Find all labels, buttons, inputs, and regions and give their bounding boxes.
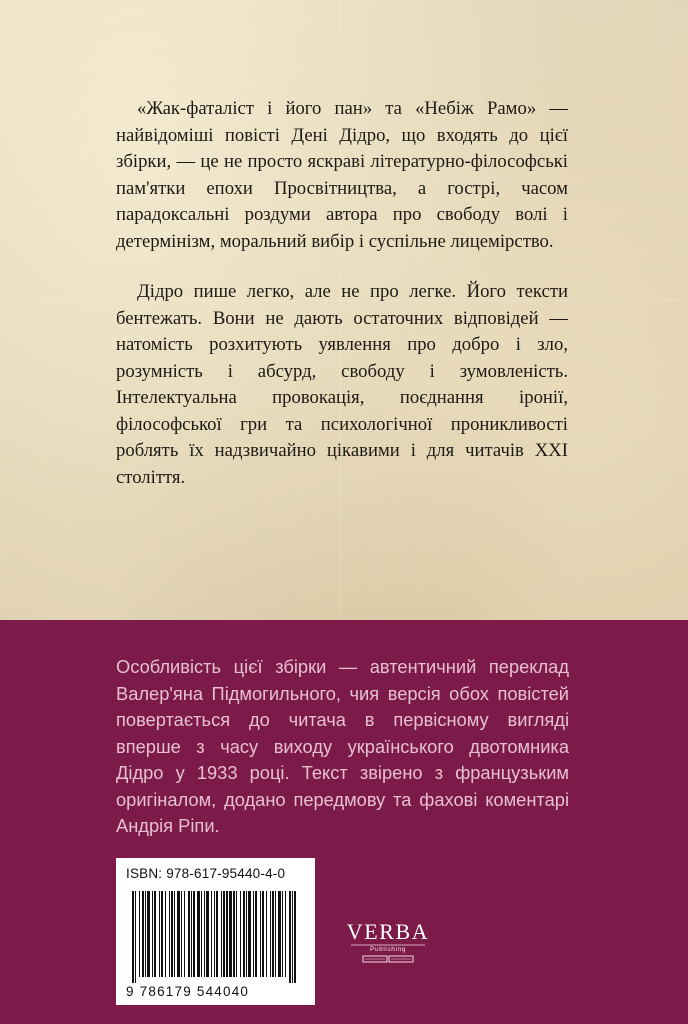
barcode-bar xyxy=(211,891,212,977)
barcode-bar xyxy=(294,891,296,983)
barcode-bar xyxy=(275,891,276,977)
barcode-block xyxy=(116,858,315,1005)
publisher-subtitle: Publishing xyxy=(370,946,406,953)
barcode-bar xyxy=(188,891,190,977)
barcode-bar xyxy=(206,891,209,977)
barcode-bar xyxy=(147,891,150,977)
barcode-bar xyxy=(204,891,205,977)
barcode-bar xyxy=(181,891,182,977)
barcode-bar xyxy=(191,891,192,977)
barcode-number: 9 786179 544040 xyxy=(126,984,250,999)
barcode-bar xyxy=(174,891,175,977)
barcode-bar xyxy=(154,891,156,977)
barcode-bar xyxy=(214,891,215,977)
annotation-text xyxy=(116,96,568,491)
annotation-paragraph: «Жак-фаталіст і його пан» та «Небіж Рамо» — найвідоміші повісті Дені Дідро, що входять до цієї збірки, — це не просто яскраві літературно-філософські пам'ятки епохи Просвітництва, а гострі, часом парадоксальні роздуми автора про свободу волі і детермінізм, моральний вибір і суспільне лицемірство. xyxy=(116,98,568,252)
barcode-bar xyxy=(243,891,245,977)
barcode-bar xyxy=(226,891,228,977)
barcode-bar xyxy=(289,891,291,983)
publisher-logo xyxy=(343,920,433,970)
barcode-bar xyxy=(223,891,225,977)
barcode-bar xyxy=(145,891,146,977)
barcode-bar xyxy=(216,891,218,977)
barcode-bar xyxy=(161,891,163,977)
barcode-bar xyxy=(165,891,166,977)
barcode-bar xyxy=(169,891,170,977)
barcode-bar xyxy=(236,891,237,977)
barcode-bar xyxy=(248,891,251,977)
barcode-bar xyxy=(260,891,261,977)
barcode-bar xyxy=(171,891,173,977)
barcode-bar xyxy=(135,891,136,983)
barcode-bar xyxy=(132,891,134,983)
barcode-bar xyxy=(139,891,140,977)
barcode-bar xyxy=(193,891,195,977)
barcode-bar xyxy=(201,891,202,977)
barcode-bar xyxy=(229,891,232,977)
barcode-bar xyxy=(272,891,274,977)
barcode-bar xyxy=(255,891,257,977)
barcode-bar xyxy=(159,891,160,977)
barcode-bar xyxy=(240,891,241,977)
barcode-bar xyxy=(246,891,247,977)
barcode-bar xyxy=(152,891,153,977)
barcode-bar xyxy=(142,891,144,977)
barcode-bar xyxy=(278,891,281,977)
barcode-bar xyxy=(282,891,283,977)
publisher-name: VERBA xyxy=(346,919,430,944)
barcode-bar xyxy=(270,891,271,977)
barcode-bar xyxy=(262,891,264,977)
barcode-bar xyxy=(221,891,222,977)
translation-note: Особливість цієї збірки — автентичний переклад Валер'яна Підмогильного, чия версія обох повістей повертається до читача в первісному вигляді вперше з часу виходу українського двотомника Дідро у 1933 році. Текст звірено з французьким оригіналом, додано передмову та фахові коментарі Андрія Ріпи. xyxy=(116,656,569,836)
barcode-icon xyxy=(132,891,300,983)
barcode-bar xyxy=(184,891,185,977)
barcode-bar xyxy=(285,891,286,977)
barcode-bar xyxy=(266,891,267,977)
barcode-bar xyxy=(292,891,293,983)
barcode-bar xyxy=(233,891,235,977)
annotation-paragraph: Дідро пише легко, але не про легке. Його тексти бентежать. Вони не дають остаточних відповідей — натомість розхитують уявлення про добро і зло, розумність і абсурд, свободу і зумовленість. Інтелектуальна провокація, поєднання іронії, філософської гри та психологічної проникливості роблять їх надзвичайно цікавими і для читачів XXI століття. xyxy=(116,281,568,488)
barcode-bar xyxy=(177,891,180,977)
barcode-bar xyxy=(197,891,200,977)
barcode-bar xyxy=(253,891,254,977)
isbn-label: ISBN: 978-617-95440-4-0 xyxy=(126,866,286,881)
